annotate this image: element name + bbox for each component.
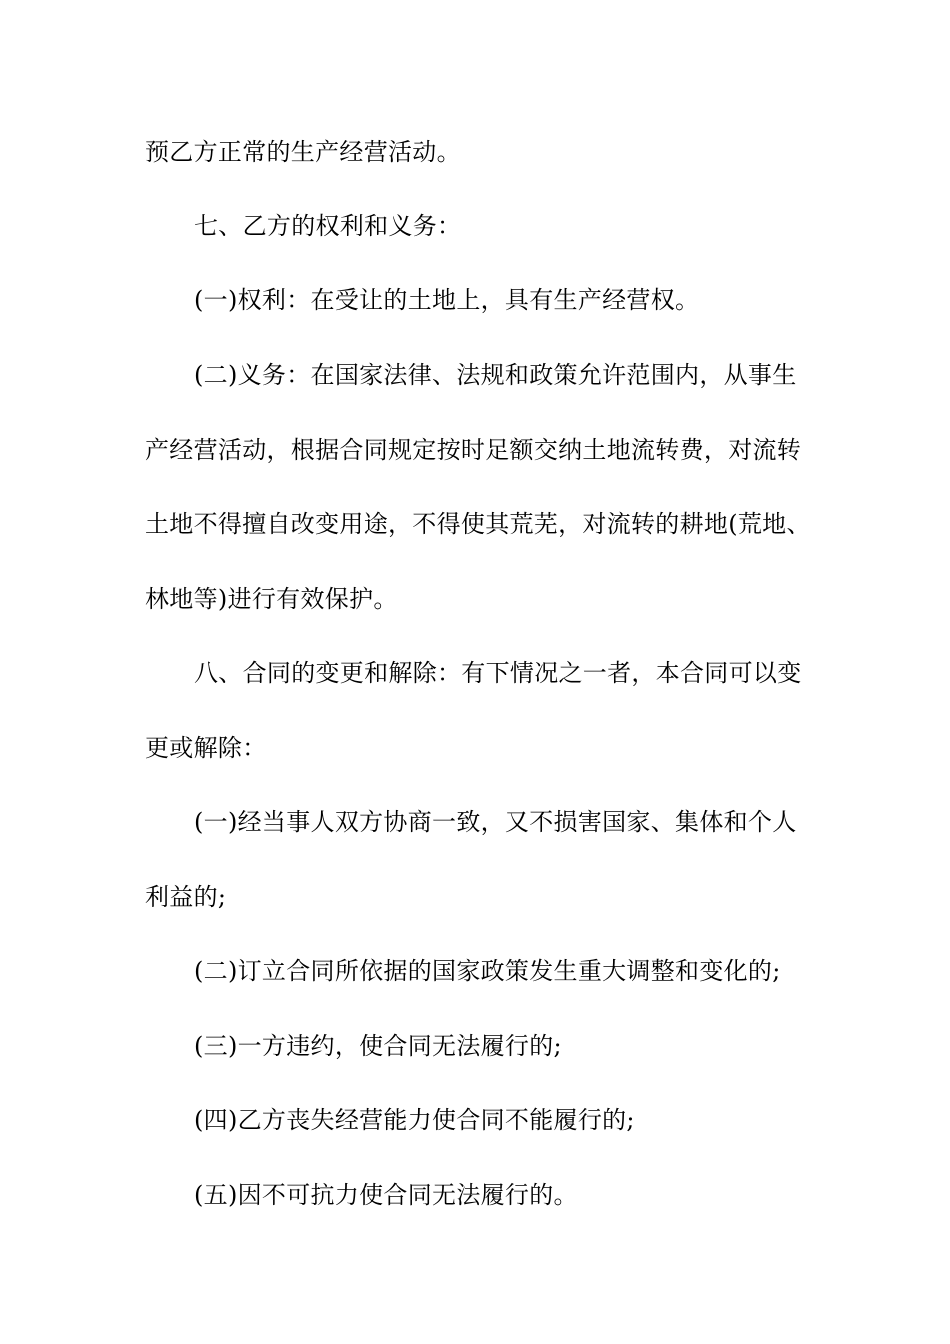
list-item-1: (一)经当事人双方协商一致，又不损害国家、集体和个人	[194, 808, 797, 836]
paragraph-line: 产经营活动，根据合同规定按时足额交纳土地流转费，对流转	[145, 436, 802, 464]
paragraph-line: 预乙方正常的生产经营活动。	[145, 138, 461, 166]
list-item-obligations: (二)义务：在国家法律、法规和政策允许范围内，从事生	[194, 361, 797, 389]
list-item-2: (二)订立合同所依据的国家政策发生重大调整和变化的;	[194, 957, 781, 985]
paragraph-line: 土地不得擅自改变用途，不得使其荒芜，对流转的耕地(荒地、	[145, 510, 811, 538]
section-heading-8: 八、合同的变更和解除：有下情况之一者，本合同可以变	[194, 659, 802, 687]
paragraph-line: 利益的;	[145, 883, 227, 911]
list-item-4: (四)乙方丧失经营能力使合同不能履行的;	[194, 1106, 635, 1134]
list-item-rights: (一)权利：在受让的土地上，具有生产经营权。	[194, 286, 700, 314]
section-heading-7: 七、乙方的权利和义务：	[194, 212, 462, 240]
paragraph-line: 更或解除：	[145, 734, 267, 762]
paragraph-line: 林地等)进行有效保护。	[145, 585, 398, 613]
list-item-3: (三)一方违约，使合同无法履行的;	[194, 1032, 562, 1060]
list-item-5: (五)因不可抗力使合同无法履行的。	[194, 1181, 578, 1209]
